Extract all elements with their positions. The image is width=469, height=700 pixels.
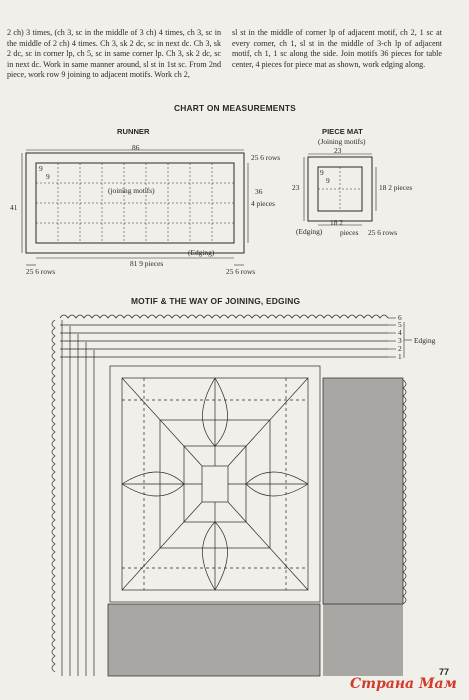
- adjacent-motif-bottom-shade: [108, 604, 320, 676]
- runner-height-label: 36: [255, 187, 263, 196]
- edging-row-2: 2: [398, 344, 402, 353]
- piece-mat-title: PIECE MAT: [322, 127, 363, 136]
- runner-corner-9a: 9: [39, 164, 43, 173]
- runner-corner-9b: 9: [46, 172, 50, 181]
- adjacent-motif-right-shade: [323, 378, 403, 604]
- runner-joining-label: (joining motifs): [108, 186, 155, 195]
- edging-row-6: 6: [398, 313, 402, 322]
- edging-row-4: 4: [398, 328, 402, 337]
- runner-width-label: 86: [132, 143, 140, 152]
- chart-heading: CHART ON MEASUREMENTS: [174, 103, 296, 113]
- instructions-left-column: 2 ch) 3 times, (ch 3, sc in the middle of 3 ch) 4 times, ch 3, sc in the middle of 2 ch) 4 times. Ch 3, sk 2 dc, sc in next dc. Ch 3, sk 2 dc, sc in corner lp, ch 5, sc in same corner lp. Ch 3, sk 2 dc, sc in next dc. Work in same manner around, sl st in 1st sc. From 2nd piece, work row 9 joining to adjacent motifs. Work ch 2,: [7, 28, 221, 80]
- piece-mat-right-label: 18 2 pieces: [379, 183, 413, 192]
- piece-mat-subtitle: (Joining motifs): [318, 137, 366, 146]
- instructions-right-column: sl st in the middle of corner lp of adjacent motif, ch 2, 1 sc at every corner, ch 1, sl st in the middle of 3-ch lp of adjacent motif, ch 1, 1 sc along the side. Join motifs 36 pieces for table center, 4 pieces for piece mat as shown, work edging along.: [232, 28, 442, 69]
- runner-height-left-label: 41: [10, 203, 18, 212]
- runner-bottom-pieces-label: 81 9 pieces: [130, 259, 164, 268]
- edging-row-5: 5: [398, 320, 402, 329]
- piece-mat-top-label: 23: [334, 146, 342, 155]
- runner-pieces-label: 4 pieces: [251, 199, 276, 208]
- adjacent-motif-corner-shade: [323, 604, 403, 676]
- piece-mat-left-label: 23: [292, 183, 300, 192]
- edging-row-3: 3: [398, 336, 402, 345]
- edging-label: Edging: [414, 336, 436, 345]
- piece-mat-pieces-label: pieces: [340, 228, 359, 237]
- runner-bottom-right-rows: 25 6 rows: [226, 267, 256, 276]
- piece-mat-inner-9a: 9: [320, 168, 324, 177]
- motif-heading: MOTIF & THE WAY OF JOINING, EDGING: [131, 296, 301, 306]
- piece-mat-edging-label: (Edging): [296, 227, 323, 236]
- runner-edging-label: (Edging): [188, 248, 215, 257]
- page-number: 77: [439, 667, 450, 677]
- watermark-logo: Страна Мам: [350, 676, 457, 692]
- edging-row-1: 1: [398, 352, 402, 361]
- runner-bottom-left-rows: 25 6 rows: [26, 267, 56, 276]
- piece-mat-bottom-label: 18 2: [330, 218, 343, 227]
- piece-mat-rows-label: 25 6 rows: [368, 228, 398, 237]
- runner-title: RUNNER: [117, 127, 150, 136]
- piece-mat-inner-9b: 9: [326, 176, 330, 185]
- runner-edge-rows-label: 25 6 rows: [251, 153, 281, 162]
